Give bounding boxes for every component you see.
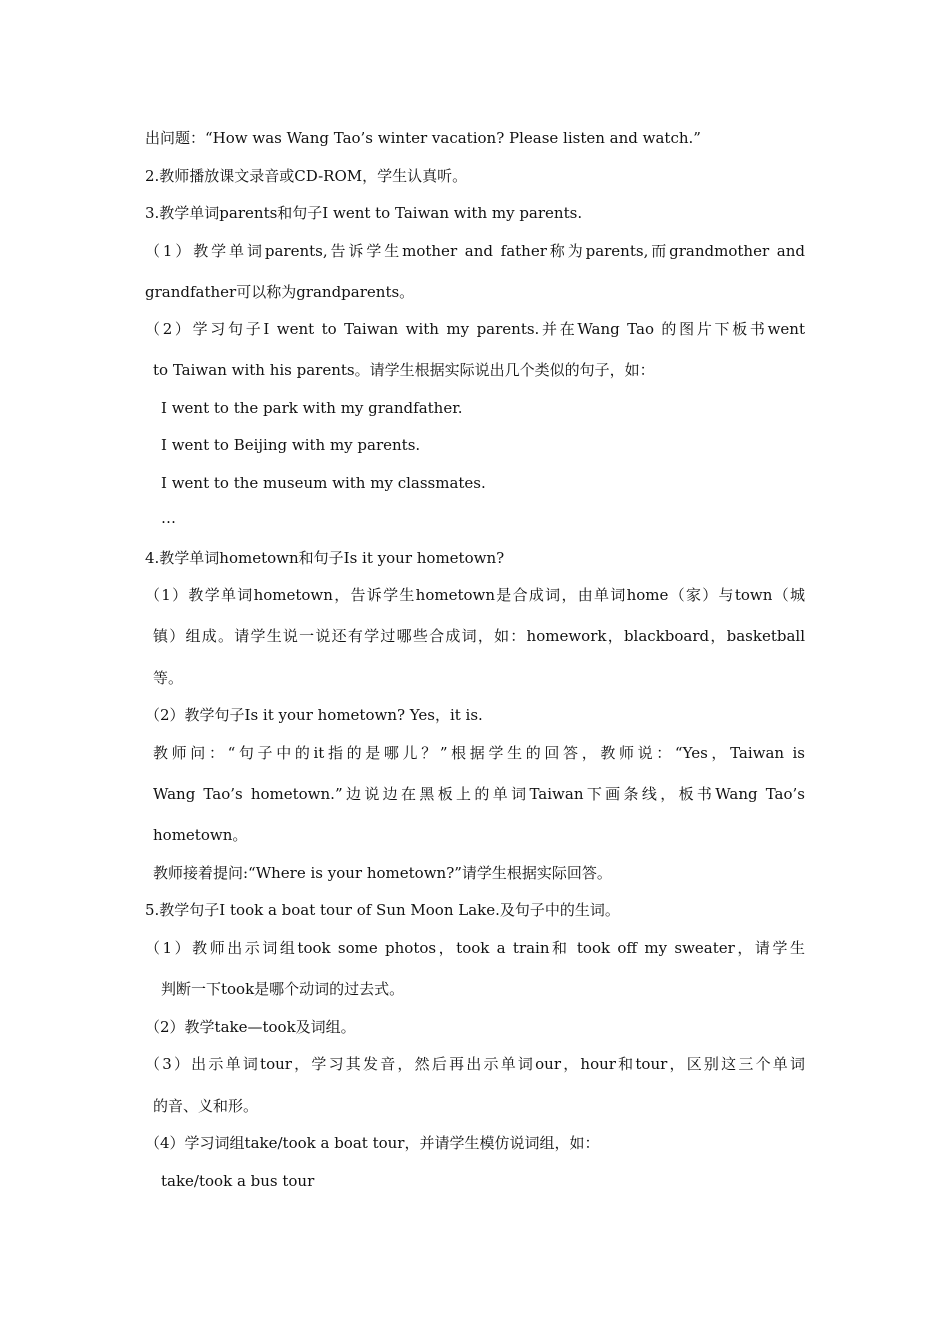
text-line: （2）教学take—took及词组。 bbox=[145, 1018, 356, 1036]
text-line: 出问题：“How was Wang Tao’s winter vacation? Please listen and watch.” bbox=[145, 129, 701, 147]
text-line: I went to the museum with my classmates. bbox=[161, 474, 486, 492]
text-line: （1）教学单词hometown，告诉学生hometown是合成词，由单词home（家）与town（城 bbox=[145, 586, 805, 604]
text-line: I went to Beijing with my parents. bbox=[161, 436, 421, 454]
text-line: （1）教学单词parents,告诉学生mother and father称为parents,而grandmother and bbox=[145, 242, 805, 260]
text-line: （3）出示单词tour，学习其发音，然后再出示单词our，hour和tour，区别这三个单词 bbox=[145, 1055, 805, 1073]
text-line: （1）教师出示词组took some photos，took a train和 took off my sweater，请学生 bbox=[145, 939, 805, 957]
text-line: （2）学习句子I went to Taiwan with my parents.并在Wang Tao 的图片下板书went bbox=[145, 320, 805, 338]
text-line: 等。 bbox=[153, 669, 184, 687]
text-line: take/took a bus tour bbox=[161, 1172, 315, 1190]
text-line: … bbox=[161, 509, 176, 527]
text-line: （4）学习词组take/took a boat tour，并请学生模仿说词组，如： bbox=[145, 1134, 600, 1152]
text-line: 的音、义和形。 bbox=[153, 1097, 259, 1115]
text-line: Wang Tao’s hometown.”边说边在黑板上的单词Taiwan下画条线，板书Wang Tao’s bbox=[153, 785, 805, 803]
text-line: 5.教学句子I took a boat tour of Sun Moon Lake.及句子中的生词。 bbox=[145, 901, 620, 919]
text-line: 2.教师播放课文录音或CD-ROM，学生认真听。 bbox=[145, 167, 468, 185]
text-line: （2）教学句子Is it your hometown? Yes，it is. bbox=[145, 706, 483, 724]
text-line: grandfather可以称为grandparents。 bbox=[145, 283, 415, 301]
text-line: 3.教学单词parents和句子I went to Taiwan with my parents. bbox=[145, 204, 583, 222]
text-line: 4.教学单词hometown和句子Is it your hometown? bbox=[145, 549, 505, 567]
text-line: 教师接着提问:“Where is your hometown?”请学生根据实际回答。 bbox=[153, 864, 612, 882]
text-line: 镇）组成。请学生说一说还有学过哪些合成词，如：homework，blackboard，basketball bbox=[153, 627, 805, 645]
text-line: 教师问：“句子中的it指的是哪儿？”根据学生的回答，教师说：“Yes，Taiwan is bbox=[153, 744, 805, 762]
text-line: 判断一下took是哪个动词的过去式。 bbox=[161, 980, 405, 998]
text-line: hometown。 bbox=[153, 826, 248, 844]
text-line: I went to the park with my grandfather. bbox=[161, 399, 463, 417]
text-line: to Taiwan with his parents。请学生根据实际说出几个类似的句子，如： bbox=[153, 361, 655, 379]
